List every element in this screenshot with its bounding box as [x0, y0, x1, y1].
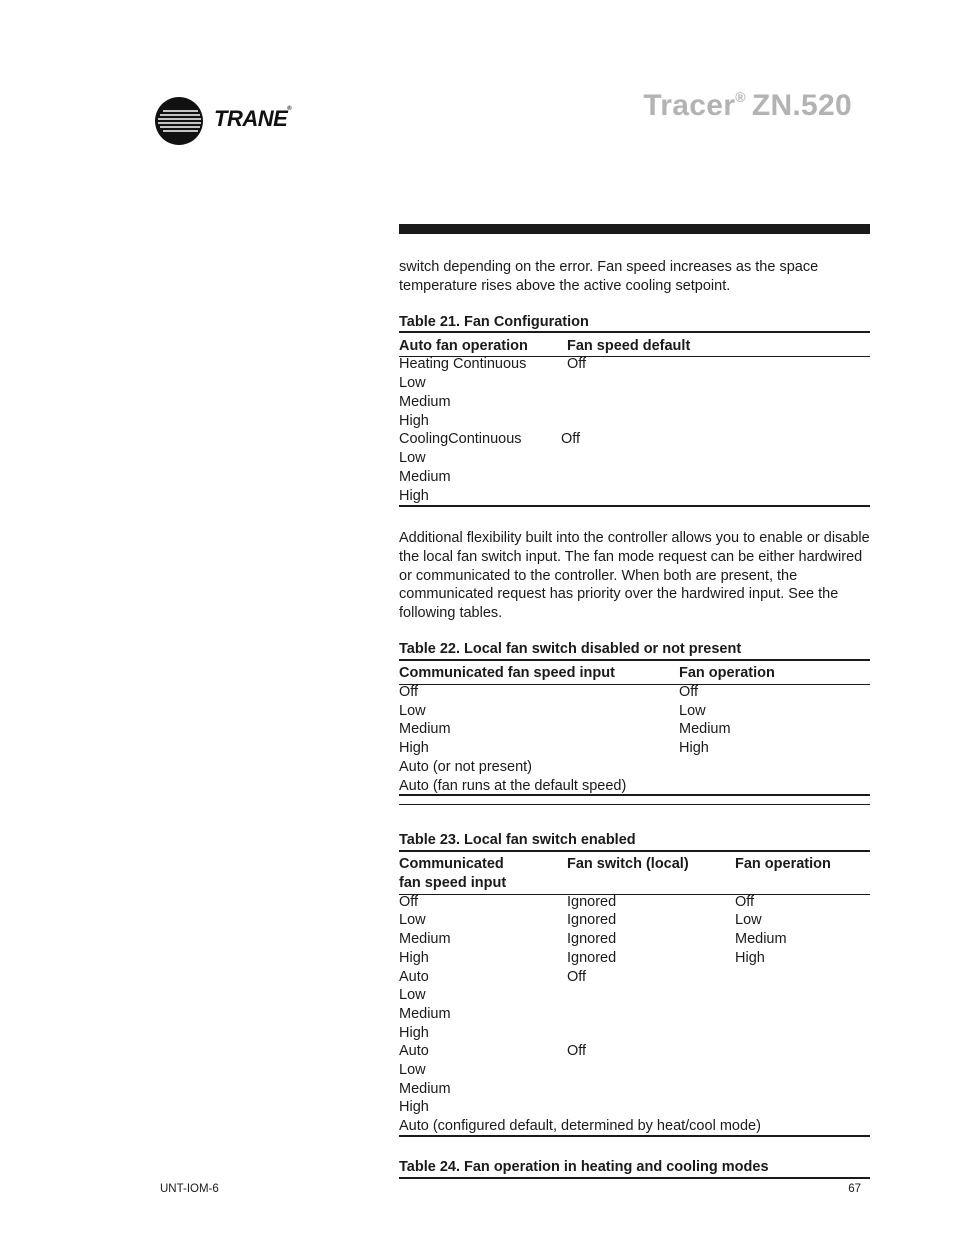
trane-logo	[154, 96, 304, 146]
table22-top-rule	[399, 659, 870, 661]
page-number: 67	[848, 1183, 861, 1195]
table22-header-col2: Fan operation	[679, 665, 775, 681]
table-cell: Medium	[399, 1006, 451, 1022]
table-cell: Medium	[399, 394, 451, 410]
table-cell: Auto	[399, 969, 429, 985]
table22-caption: Table 22. Local fan switch disabled or not present	[399, 641, 742, 657]
table-cell: Medium	[735, 931, 787, 947]
table-cell: Low	[399, 987, 426, 1003]
table-cell: Ignored	[567, 950, 617, 966]
table-cell: Low	[399, 375, 426, 391]
table-cell: Medium	[399, 931, 451, 947]
table-cell: Low	[679, 703, 706, 719]
table-cell: High	[399, 1099, 429, 1115]
table-cell: Ignored	[567, 931, 617, 947]
table-cell: Low	[399, 912, 426, 928]
table-cell: High	[399, 740, 429, 756]
table-cell: Off	[735, 894, 755, 910]
table-cell: Off	[399, 894, 419, 910]
document-id: UNT-IOM-6	[160, 1183, 219, 1195]
table-cell: Ignored	[567, 912, 617, 928]
intro-paragraph: switch depending on the error. Fan speed increases as the space temperature rises above the active cooling setpoint.	[399, 259, 819, 294]
table-cell: High	[399, 488, 429, 504]
table-cell: High	[679, 740, 709, 756]
table-cell: Off	[567, 1043, 587, 1059]
table-cell: Medium	[399, 721, 451, 737]
table-cell: Off	[679, 684, 699, 700]
table-cell: Low	[399, 1062, 426, 1078]
table21-bottom-rule	[399, 505, 870, 507]
table23-header-rule	[399, 894, 870, 895]
table-cell: High	[735, 950, 765, 966]
table24-top-rule	[399, 1177, 870, 1179]
table-cell: Medium	[679, 721, 731, 737]
table-cell: High	[399, 1025, 429, 1041]
table-cell: Heating Continuous	[399, 356, 527, 372]
table-cell: Auto	[399, 1043, 429, 1059]
table-cell: Auto (fan runs at the default speed)	[399, 778, 627, 794]
table-cell: High	[399, 413, 429, 429]
table-cell: Low	[735, 912, 762, 928]
table21-top-rule	[399, 331, 870, 333]
table23-caption: Table 23. Local fan switch enabled	[399, 832, 636, 848]
table22-header-rule	[399, 684, 870, 685]
table23-top-rule	[399, 850, 870, 852]
table-cell: Ignored	[567, 894, 617, 910]
product-title: Tracer® ZN.520	[643, 89, 852, 122]
table21-header-col1: Auto fan operation	[399, 338, 528, 354]
table21-caption: Table 21. Fan Configuration	[399, 314, 589, 330]
table-cell: Medium	[399, 469, 451, 485]
table24-caption: Table 24. Fan operation in heating and cooling modes	[399, 1159, 769, 1175]
table23-bottom-rule	[399, 1135, 870, 1137]
table22-header-col1: Communicated fan speed input	[399, 665, 615, 681]
table-cell: Auto (or not present)	[399, 759, 532, 775]
table23-header-col1-line2: fan speed input	[399, 875, 507, 891]
table-cell: Auto (configured default, determined by heat/cool mode)	[399, 1118, 761, 1134]
table-cell: Off	[399, 684, 419, 700]
brand-name: TRANE®	[214, 106, 292, 131]
section-bar	[399, 224, 870, 234]
table-cell: Off	[567, 356, 587, 372]
table-cell: Off	[561, 431, 581, 447]
table23-header-col3: Fan operation	[735, 856, 831, 872]
trane-logo-icon	[154, 96, 204, 146]
table22-underline-rule	[399, 804, 870, 805]
table-cell: Low	[399, 703, 426, 719]
middle-paragraph: Additional flexibility built into the controller allows you to enable or disable the local fan switch input. The fan mode request can be either hardwired or communicated to the controller. When both are present, the communicated request has priority over the hardwired input. See the following tables.	[399, 530, 870, 622]
table21-header-col2: Fan speed default	[567, 338, 691, 354]
table22-bottom-rule	[399, 794, 870, 796]
table23-header-col2: Fan switch (local)	[567, 856, 689, 872]
table-cell: Low	[399, 450, 426, 466]
table-cell: Medium	[399, 1081, 451, 1097]
table-cell: Off	[567, 969, 587, 985]
table-cell: High	[399, 950, 429, 966]
table-cell: CoolingContinuous	[399, 431, 522, 447]
table23-header-col1: Communicated	[399, 856, 504, 872]
